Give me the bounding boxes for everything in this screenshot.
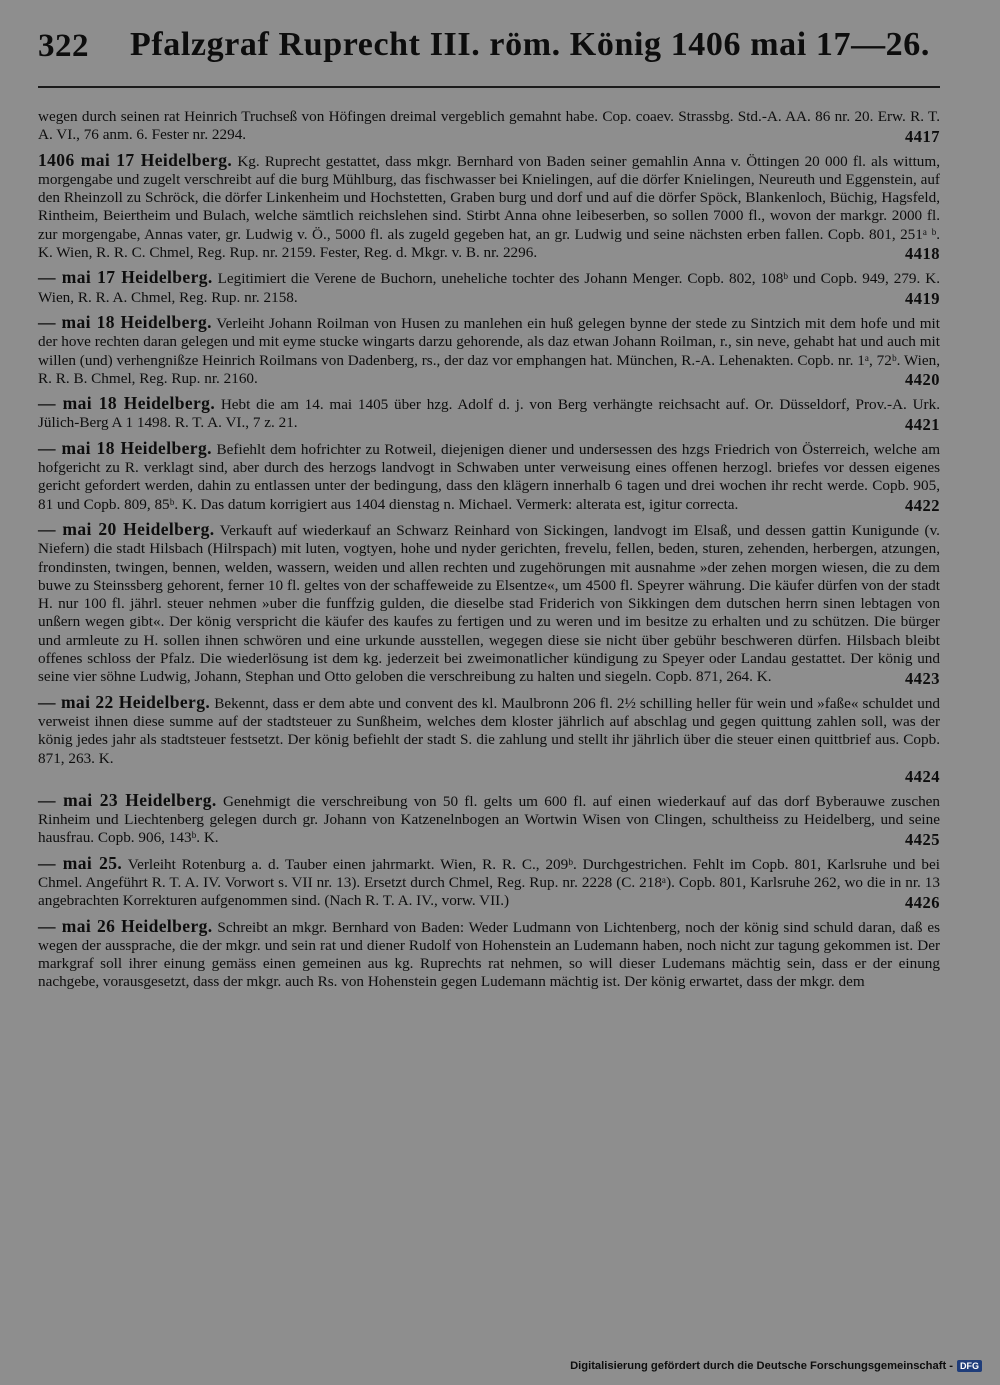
regest-entry xyxy=(38,854,940,911)
entry-number: 4423 xyxy=(905,668,940,688)
entry-text: wegen durch seinen rat Heinrich Truchseß von Höfingen dreimal vergeblich gemahnt habe. Cop. coaev. Strassbg. Std.-A. AA. 86 nr. 20. Erw. R. T. A. VI., 76 anm. 6. Fester nr. 2294. xyxy=(38,108,940,144)
regest-entry xyxy=(38,268,940,307)
regest-list xyxy=(38,108,940,998)
regest-entry xyxy=(38,108,940,145)
regest-entry xyxy=(38,917,940,992)
entry-number: 4420 xyxy=(905,370,940,390)
entry-date-place: — mai 25. xyxy=(38,852,123,873)
entry-date-place: — mai 26 Heidelberg. xyxy=(38,915,213,936)
dfg-logo: DFG xyxy=(957,1360,982,1372)
page-title: Pfalzgraf Ruprecht III. röm. König 1406 mai 17—26. xyxy=(130,26,930,63)
entry-number: 4419 xyxy=(905,288,940,308)
entry-number: 4417 xyxy=(905,126,940,146)
entry-number: 4422 xyxy=(905,495,940,515)
regest-entry xyxy=(38,313,940,388)
entry-number: 4425 xyxy=(905,829,940,849)
entry-date-place: 1406 mai 17 Heidelberg. xyxy=(38,149,233,170)
entry-text: Legitimiert die Verene de Buchorn, uneheliche tochter des Johann Menger. Copb. 802, 108ᵇ und Copb. 949, 279. K. Wien, R. R. A. Chmel, Reg. Rup. nr. 2158. xyxy=(38,270,941,306)
entry-date-place: — mai 18 Heidelberg. xyxy=(38,437,212,458)
page-header xyxy=(38,26,958,70)
entry-number: 4421 xyxy=(905,414,940,434)
entry-text: Verleiht Johann Roilman von Husen zu manlehen ein huß gelegen bynne der stede zu Sintzich mit dem hofe und mit der hove rechten daran gelegen und mit eyme stucke wingarts darzu gehorende, als daz etwan Johann Roilman, r., sin neve, gehabt hat und auch mit willen (und) verhengnißze Heinrich Roilmans von Dadenberg, rs., der daz vor emphangen hat. München, R.-A. Lehenakten. Copb. nr. 1ᵃ, 72ᵇ. Wien, R. R. B. Chmel, Reg. Rup. nr. 2160. xyxy=(38,314,940,387)
entry-date-place: — mai 23 Heidelberg. xyxy=(38,789,217,810)
regest-entry xyxy=(38,151,940,263)
header-rule xyxy=(38,86,940,88)
credit-text: Digitalisierung gefördert durch die Deutsche Forschungsgemeinschaft - xyxy=(570,1360,953,1372)
entry-date-place: — mai 17 Heidelberg. xyxy=(38,267,213,288)
entry-text: Bekennt, dass er dem abte und convent des kl. Maulbronn 206 fl. 2½ schilling heller für wein und »faße« schuldet und verweist ihnen diese summe auf der stadtsteuer zu Sunßheim, welches dem kloster jährlich auf abschlag und gegen quittung zahlen soll, was der könig jedes jahr als stadtsteuer festsetzt. Der könig befiehlt der stadt S. die zahlung und stellt ihr jährlich über die steuer einen quittbrief aus. Copb. 871, 263. K. xyxy=(38,694,941,767)
page-number: 322 xyxy=(38,28,89,64)
entry-date-place: — mai 22 Heidelberg. xyxy=(38,691,211,712)
entry-number: 4426 xyxy=(905,892,940,912)
digitization-credit xyxy=(570,1360,982,1372)
regest-entry xyxy=(38,791,940,848)
regest-entry xyxy=(38,693,940,785)
entry-text: Verleiht Rotenburg a. d. Tauber einen jahrmarkt. Wien, R. R. C., 209ᵇ. Durchgestrichen. Fehlt im Copb. 801, Karlsruhe und bei Chmel. Angeführt R. T. A. IV. Vorwort s. VII nr. 13). Ersetzt durch Chmel, Reg. Rup. nr. 2228 (C. 218ᵃ). Copb. 801, Karlsruhe 262, wo die in nr. 13 angebrachten Korrekturen aufgenommen sind. (Nach R. T. A. IV., vorw. VII.) xyxy=(38,855,940,910)
entry-date-place: — mai 18 Heidelberg. xyxy=(38,393,216,414)
entry-date-place: — mai 18 Heidelberg. xyxy=(38,311,212,332)
entry-text: Genehmigt die verschreibung von 50 fl. gelts um 600 fl. auf einen wiederkauf auf das dorf Byberauwe zuschen Rinheim und Liechtenberg gelegen durch gr. Johann von Katzenelnbogen an Wortwin Wisen von Clingen, schultheiss zu Heidelberg, und seine hausfrau. Copb. 906, 143ᵇ. K. xyxy=(38,792,941,847)
entry-date-place: — mai 20 Heidelberg. xyxy=(38,518,215,539)
entry-text: Kg. Ruprecht gestattet, dass mkgr. Bernhard von Baden seiner gemahlin Anna v. Öttingen 20 000 fl. als wittum, morgengabe und zugelt verschreibt auf die burg Mühlburg, das fischwasser bei Knielingen, auf die dörfer Knielingen, Neureuth und Eggenstein, auf den Rheinzoll zu Schröck, die dörfer Linkenheim und Hochstetten, Graben burg und dorf und auf die dörfer Spöck, Blankenloch, Büchig, Hagsfeld, Rintheim, Beiertheim und Bulach, welche sämtlich reichslehen sind. Stirbt Anna ohne leibeserben, so sollen 7000 fl., wovon der markgr. 2000 fl. zur morgengabe, Annas vater, gr. Ludwig v. Ö., 5000 fl. als zugeld gegeben hat, an gr. Ludwig und seine nächsten erben fallen. Copb. 801, 251ᵃ ᵇ. K. Wien, R. R. C. Chmel, Reg. Rup. nr. 2159. Fester, Reg. d. Mkgr. v. B. nr. 2296. xyxy=(38,152,941,262)
entry-text: Hebt die am 14. mai 1405 über hzg. Adolf d. j. von Berg verhängte reichsacht auf. Or. Düsseldorf, Prov.-A. Urk. Jülich-Berg A 1 1498. R. T. A. VI., 7 z. 21. xyxy=(38,396,940,432)
entry-text: Verkauft auf wiederkauf an Schwarz Reinhard von Sickingen, landvogt im Elsaß, und dessen gattin Kunigunde (v. Niefern) die stadt Hilsbach (Hilrspach) mit luten, vogtyen, hohe und nyder gerichten, frevelu, fellen, beden, sturen, zehenden, herbergen, atzungen, frondinsten, twingen, bennen, welden, wassern, weiden und allen rechten und zugehörungen mit ausnahme »der zehen morgen wiesen, die zu dem buwe zu Steinssberg gehorent, ferner 10 fl. geltes von der schaffeweide zu Elsentze«, um 4500 fl. Speyrer währung. Die käufer dürfen von der stadt H. nur 100 fl. jährl. steuer nehmen »uber die funffzig gulden, die dieselbe stad Friderich von Sikkingen dem dutschen herrn sinen lebtagen von unßern wegen gibt«. Der könig verspricht die käufer des kaufes zu fertigen und zu weren und im besitze zu erhalten und zu schützen. Die bürger und armleute zu H. sollen ihnen schwören und eine urkunde ausstellen, wegegen diese sie nicht über gebühr beschweren dürfen. Hilsbach bleibt offenes schloss der Pfalz. Die wiederlösung ist dem kg. jederzeit bei zweimonatlicher kündigung zu Speyer oder Landau gestattet. Der könig und seine vier söhne Ludwig, Johann, Stephan und Otto geloben die verschreibung zu halten und siegeln. Copb. 871, 264. K. xyxy=(38,521,940,686)
entry-number: 4418 xyxy=(905,244,940,264)
entry-number: 4424 xyxy=(905,766,940,786)
regest-entry xyxy=(38,520,940,687)
regest-entry xyxy=(38,394,940,433)
entry-text: Schreibt an mkgr. Bernhard von Baden: Weder Ludmann von Lichtenberg, noch der könig sind schuld daran, daß es wegen der aussprache, die der mkgr. und sein rat und diener Rudolf von Hohenstein an Ludemann haben, noch nicht zur tagung gekommen ist. Der markgraf soll ihrer einung gemäss einen gemeinen aus kg. Ruprechts rat nehmen, so will dieser Ludemans mächtig sein, dass er der einung nachgebe, vorausgesetzt, dass der mkgr. auch Rs. von Hohenstein gegen Ludemann mächtig ist. Der könig erwartet, dass der mkgr. dem xyxy=(38,918,940,991)
entry-text: Befiehlt dem hofrichter zu Rotweil, diejenigen diener und undersessen des hzgs Friedrich von Österreich, welche am hofgericht zu R. verklagt sind, aber durch des herzogs landvogt in Schwaben unter verweisung eines offenen herzogl. briefes vor dessen eigenes gericht gefordert werden, dahin zu entlassen unter der bedingung, dass den klägern innerhalb 6 tagen und drei wochen ihr recht werde. Copb. 905, 81 und Copb. 809, 85ᵇ. K. Das datum korrigiert aus 1404 dienstag n. Michael. Vermerk: alterata est, igitur correcta. xyxy=(38,440,941,513)
regest-entry xyxy=(38,439,940,514)
